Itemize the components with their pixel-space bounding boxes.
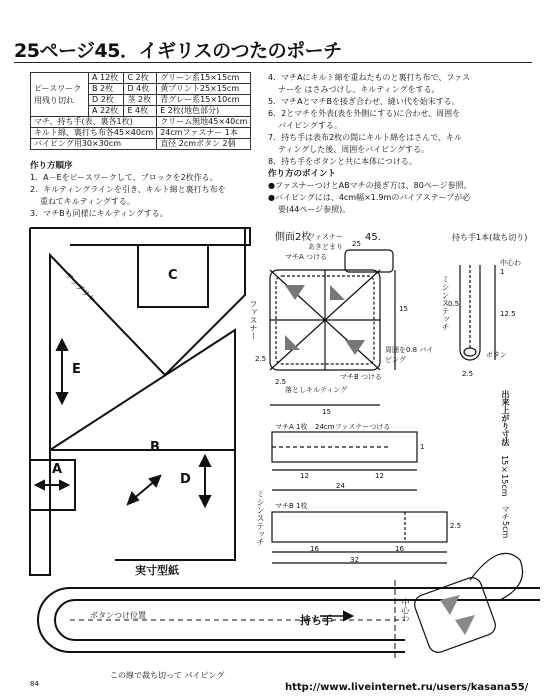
step-line: ナーを はさみづけし、キルティングをする。 [278,85,440,94]
point-line: ●バイピングには、4cm幅×1.9mのバイアステープが必 [268,193,471,202]
point-line: 要(44ページ参照)。 [278,205,351,214]
mat-cell: 直径 2cmボタン 2個 [157,139,251,150]
bias-note: この線で裁ち切って パイピング [110,671,225,680]
handle-title: 持ち手1本(裁ち切り) [452,233,528,242]
steps-heading: 作り方順序 [30,161,73,171]
side-machi-b: マチB つける [340,373,383,381]
side-quilting-label: ファスナー [249,300,258,340]
side-corner-3: 25 [352,240,361,248]
handle-d3: 2.5 [462,370,474,378]
mat-cell: 茎 2枚 [124,95,157,106]
piece-e-label: E [72,362,81,377]
machi-a-zipper: 24cmファスナーつける [315,423,391,431]
mat-cell: 黄プリント25×15cm [157,84,251,95]
machi-a-stitch: ミシンステッチ [256,490,265,546]
side-height: 15 [399,305,408,313]
mat-cell: 青グレー系15×10cm [157,95,251,106]
center-fold-label: 中心わ [401,598,410,622]
applique-label: アップリケ [62,270,97,305]
handle-length: 12.5 [500,310,516,318]
handle-center: 中心わ [500,259,521,267]
mat-cell: C 2枚 [124,73,157,84]
side-piping-label: 周囲を0.8 バイピング [385,346,434,364]
mat-cell: キルト綿、裏打ち布各45×40cm [31,128,157,139]
machi-b-d2: 16 [395,545,404,553]
finished-size: 15×15cm [500,455,509,497]
handle-stitch: ミシンステッチ [441,275,450,331]
side-title: 側面2枚 [275,232,312,243]
handle-d1: 1 [500,268,505,276]
step-line: バイピングする。 [278,121,342,130]
step-line: 1．A－Eをピースワークして、ブロックを2枚作る。 [30,173,218,182]
side-drop-quilting: 落としキルティング [285,386,348,394]
mat-cell: E 2枚(地色部分) [157,106,251,117]
mat-cell: 24cmファスナー 1本 [157,128,251,139]
step-line: 7．持ち手は表布2枚の間にキルト綿をはさんで、キル [268,133,462,142]
handle-button: ボタン [486,351,507,359]
machi-a-title: マチA 1枚 [275,423,308,431]
finished-title: 出来上がり寸法 [501,390,510,446]
handle-d2: 0.5 [448,300,460,308]
side-corner-2: 2.5 [275,378,287,386]
mat-cell: グリーン系15×15cm [157,73,251,84]
mat-cell: A 22枚 [88,106,123,117]
step-line: 8．持ち手をボタンと共に本体につける。 [268,157,417,166]
machi-b-title: マチB 1枚 [275,502,308,510]
mat-cell: クリーム無地45×40cm [157,117,251,128]
machi-b-total: 32 [350,556,359,564]
machi-a-d3: 12 [375,472,384,480]
machi-a-d2: 12 [300,472,309,480]
watermark-url: http://www.liveinternet.ru/users/kasana55/ [285,682,529,693]
machi-a-d1: 1 [420,443,425,451]
step-line: 重ねてキルティングする。 [40,197,135,206]
side-piece-no: 45. [365,232,381,243]
side-width: 15 [322,408,331,416]
full-size-label: 実寸型紙 [135,564,179,577]
point-line: ●ファスナーつけとABマチの接ぎ方は、80ページ参照。 [268,181,472,190]
machi-b-d1: 16 [310,545,319,553]
step-line: 5．マチAとマチBを接ぎ合わせ、縫い代を始末する。 [268,97,460,106]
mat-cell: D 2枚 [88,95,123,106]
side-machi-a: マチA つける [285,253,328,261]
side-corner-1: 2.5 [255,355,267,363]
step-line: 6．2とマチを外表(表を外側にする)に合わせ、周囲を [268,109,461,118]
button-position-label: ボタンつけ位置 [90,611,146,620]
handle-label: 持ち手 [300,614,333,627]
step-line: 4．マチAにキルト綿を重ねたものと裏打ち布で、ファス [268,73,471,82]
step-line: 3．マチBも同様にキルティングする。 [30,209,168,218]
machi-a-length: 24 [336,482,345,490]
step-line: ティングした後、周囲をバイピングする。 [278,145,430,154]
piece-a-label: A [52,462,63,477]
page-title: 25ページ45．イギリスのつたのポーチ [14,40,342,62]
page-number: 84 [30,680,39,688]
piece-c-label: C [168,268,178,283]
side-zipper: ファスナー あきどまり [308,233,343,251]
mat-cell: バイピング用30×30cm [31,139,157,150]
finished-machi: マチ5cm [501,505,510,539]
piece-b-label: B [150,440,160,455]
piece-d-label: D [180,472,191,487]
mat-cell: D 4枚 [124,84,157,95]
materials-group-label: ピースワーク 用残り切れ [31,73,89,117]
points-heading: 作り方のポイント [268,169,337,179]
mat-cell: マチ、持ち手(表、裏各1枚) [31,117,157,128]
mat-cell: A 12枚 [88,73,123,84]
step-line: 2．キルティングラインを引き、キルト綿と裏打ち布を [30,185,226,194]
machi-b-height: 2.5 [450,522,462,530]
mat-cell: E 4枚 [124,106,157,117]
mat-cell: B 2枚 [88,84,123,95]
